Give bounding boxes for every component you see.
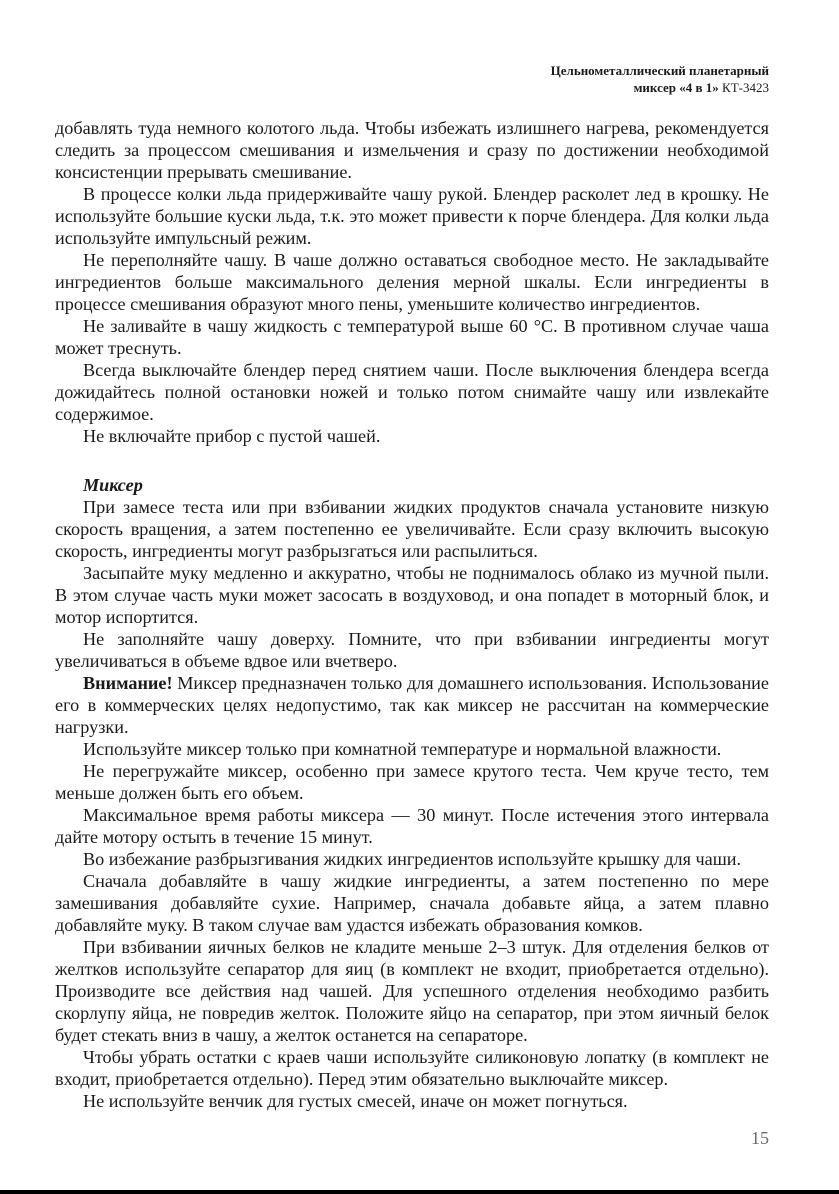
paragraph: Не заполняйте чашу доверху. Помните, что при взбивании ингредиенты могут увеличиваться в объеме вдвое или вчетверо. xyxy=(55,629,769,671)
paragraph: При замесе теста или при взбивании жидких продуктов сначала установите низкую скорость вращения, а затем постепенно ее увеличивайте. Если сразу включить высокую скорость, ингредиенты могут разбрызгаться или распылиться. xyxy=(55,497,769,561)
paragraph: добавлять туда немного колотого льда. Чтобы избежать излишнего нагрева, рекомендуется следить за процессом смешивания и измельчения и сразу по достижении необходимой консистенции прерывать смешивание. xyxy=(55,118,769,182)
header-model-number: КТ-3423 xyxy=(718,80,769,95)
header-title-line2 xyxy=(551,79,769,96)
section-heading-mixer: Миксер xyxy=(83,475,143,495)
paragraph: Не используйте венчик для густых смесей, иначе он может погнуться. xyxy=(83,1091,628,1111)
paragraph: Чтобы убрать остатки с краев чаши используйте силиконовую лопатку (в комплект не входит, приобретается отдельно). Перед этим обязательно выключайте миксер. xyxy=(55,1047,769,1089)
paragraph: Сначала добавляйте в чашу жидкие ингредиенты, а затем постепенно по мере замешивания добавляйте сухие. Например, сначала добавьте яйца, а затем плавно добавляйте муку. В таком случае вам удастся избежать образования комков. xyxy=(55,871,769,935)
header-title-line1: Цельнометаллический планетарный xyxy=(550,63,769,78)
paragraph: Не заливайте в чашу жидкость с температурой выше 60 °С. В противном случае чаша может треснуть. xyxy=(55,316,769,358)
paragraph: Используйте миксер только при комнатной температуре и нормальной влажности. xyxy=(83,739,722,759)
paragraph: Максимальное время работы миксера — 30 минут. После истечения этого интервала дайте мотору остыть в течение 15 минут. xyxy=(55,805,769,847)
paragraph: В процессе колки льда придерживайте чашу рукой. Блендер расколет лед в крошку. Не используйте большие куски льда, т.к. это может привести к порче блендера. Для колки льда используйте импульсный режим. xyxy=(55,184,769,248)
page-number: 15 xyxy=(751,1128,769,1148)
warning-paragraph xyxy=(55,672,769,738)
paragraph: При взбивании яичных белков не кладите меньше 2–3 штук. Для отделения белков от желтков используйте сепаратор для яиц (в комплект не входит, приобретается отдельно). Производите все действия над чашей. Для успешного отделения необходимо разбить скорлупу яйца, не повредив желток. Положите яйцо на сепаратор, при этом яичный белок будет стекать вниз в чашу, а желток останется на сепараторе. xyxy=(55,937,769,1045)
paragraph: Засыпайте муку медленно и аккуратно, чтобы не поднималось облако из мучной пыли. В этом случае часть муки может засосать в воздуховод, и она попадет в моторный блок, и мотор испортится. xyxy=(55,563,769,627)
header-product-name: миксер «4 в 1» xyxy=(633,80,719,95)
paragraph: Не переполняйте чашу. В чаше должно оставаться свободное место. Не закладывайте ингредиентов больше максимального деления мерной шкалы. Если ингредиенты в процессе смешивания образуют много пены, уменьшите количество ингредиентов. xyxy=(55,250,769,314)
paragraph: Во избежание разбрызгивания жидких ингредиентов используйте крышку для чаши. xyxy=(83,849,742,869)
paragraph: Не включайте прибор с пустой чашей. xyxy=(83,426,381,446)
running-header xyxy=(551,62,769,96)
paragraph: Не перегружайте миксер, особенно при замесе крутого теста. Чем круче тесто, тем меньше должен быть его объем. xyxy=(55,761,769,803)
page-body xyxy=(55,117,769,1112)
paragraph: Всегда выключайте блендер перед снятием чаши. После выключения блендера всегда дожидайтесь полной остановки ножей и только потом снимайте чашу или извлекайте содержимое. xyxy=(55,360,769,424)
warning-label: Внимание! xyxy=(83,673,173,693)
warning-text: Миксер предназначен только для домашнего использования. Использование его в коммерческих целях недопустимо, так как миксер не рассчитан на коммерческие нагрузки. xyxy=(55,673,769,737)
bottom-border xyxy=(0,1190,839,1194)
